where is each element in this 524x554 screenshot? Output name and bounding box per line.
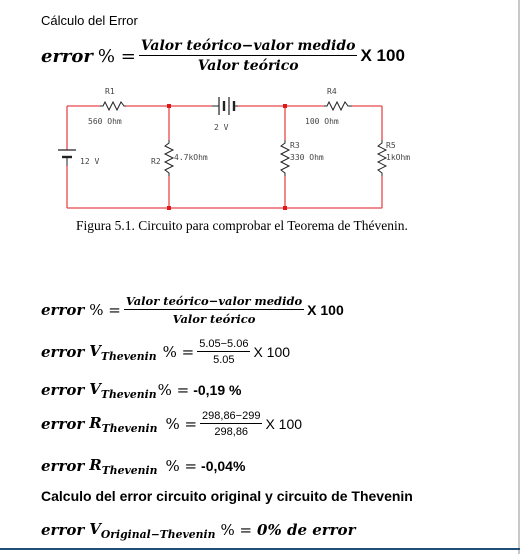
figure-caption: Figura 5.1. Circuito para comprobar el Teorema de Thévenin. (76, 218, 408, 233)
r-result-subscript: Thevenin (101, 463, 158, 477)
main-denominator: Valor teórico (197, 58, 299, 74)
r-thevenin-result (41, 456, 245, 477)
general-fraction (124, 294, 304, 326)
v-result-value: -0,19 % (193, 382, 242, 399)
r2-value-label: 4.7kOhm (174, 153, 208, 162)
comparison-heading: Calculo del error circuito original y circuito de Thevenin (41, 488, 413, 504)
v-thevenin-calc-formula (41, 338, 290, 366)
original-thevenin-formula (41, 520, 355, 541)
r-calc-numerator: 298,86−299 (202, 410, 261, 422)
general-denominator: Valor teórico (172, 312, 256, 326)
r2-resistor-icon (165, 140, 173, 176)
final-subscript: Original−Thevenin (100, 527, 216, 541)
v2-battery-icon (212, 97, 238, 115)
section-title: Cálculo del Error (41, 13, 138, 28)
circuit-diagram (48, 84, 438, 216)
r-calc-subscript: Thevenin (101, 421, 158, 435)
main-times: X 100 (360, 46, 405, 65)
general-numerator: Valor teórico−valor medido (125, 294, 303, 308)
main-numerator: Valor teórico−valor medido (140, 38, 356, 54)
r-calc-pct: % = (165, 415, 198, 433)
v-calc-var-letter: V (89, 341, 101, 360)
v-calc-pct: % = (162, 343, 195, 361)
r4-name-label: R4 (327, 87, 337, 96)
general-times: X 100 (307, 302, 344, 318)
main-fraction (139, 38, 358, 74)
final-lhs-word: error (41, 521, 85, 540)
final-var-letter: V (89, 520, 101, 538)
r5-value-label: 1kOhm (386, 153, 411, 162)
v-result-subscript: Thevenin (100, 387, 157, 401)
r3-name-label: R3 (290, 141, 300, 150)
r-result-lhs-word: error (41, 457, 85, 476)
r1-name-label: R1 (105, 87, 115, 96)
v-result-pct: % = (157, 381, 190, 400)
r-calc-times: X 100 (265, 416, 303, 432)
v1-value-label: 12 V (80, 157, 100, 166)
r-calc-denominator: 298,86 (214, 426, 249, 438)
r2-name-label: R2 (151, 157, 161, 166)
v-result-var-letter: V (89, 380, 101, 398)
general-lhs-pct: % = (89, 301, 121, 319)
v1-battery-icon (58, 150, 76, 166)
general-error-formula (41, 294, 344, 326)
main-lhs-pct: % = (97, 45, 136, 67)
page-right-border (518, 0, 520, 554)
final-var (89, 520, 215, 541)
r-result-value: -0,04% (201, 458, 246, 475)
v-calc-fraction (197, 338, 250, 366)
r-calc-var-letter: R (89, 413, 102, 432)
r-calc-var (89, 414, 157, 435)
r-result-pct: % = (165, 457, 198, 476)
final-pct: % = (220, 521, 253, 540)
r1-value-label: 560 Ohm (88, 117, 122, 126)
r-calc-fraction (200, 410, 262, 438)
main-lhs-word: error (41, 45, 93, 67)
r5-resistor-icon (378, 140, 386, 176)
v-thevenin-result (41, 380, 241, 401)
r4-resistor-icon (324, 102, 352, 110)
r-calc-lhs-word: error (41, 415, 85, 433)
r-result-var-letter: R (89, 456, 102, 474)
v-calc-lhs-word: error (41, 343, 85, 361)
v-calc-denominator: 5.05 (213, 354, 235, 366)
r3-value-label: 330 Ohm (290, 153, 324, 162)
v-calc-var (89, 342, 156, 363)
v-calc-subscript: Thevenin (100, 349, 157, 363)
v-calc-times: X 100 (253, 344, 291, 360)
v-result-var (89, 380, 156, 401)
r3-resistor-icon (281, 140, 289, 176)
v-calc-numerator: 5.05−5.06 (199, 338, 249, 350)
main-error-formula (41, 38, 405, 74)
v-result-lhs-word: error (41, 381, 85, 400)
r1-resistor-icon (100, 102, 126, 110)
r-result-var (89, 456, 157, 477)
general-lhs-word: error (41, 301, 85, 319)
final-result: 0% de error (257, 521, 356, 540)
r-thevenin-calc-formula (41, 410, 302, 438)
r4-value-label: 100 Ohm (305, 117, 339, 126)
bottom-rule (0, 548, 520, 550)
v2-value-label: 2 V (214, 123, 229, 132)
r5-name-label: R5 (386, 141, 396, 150)
